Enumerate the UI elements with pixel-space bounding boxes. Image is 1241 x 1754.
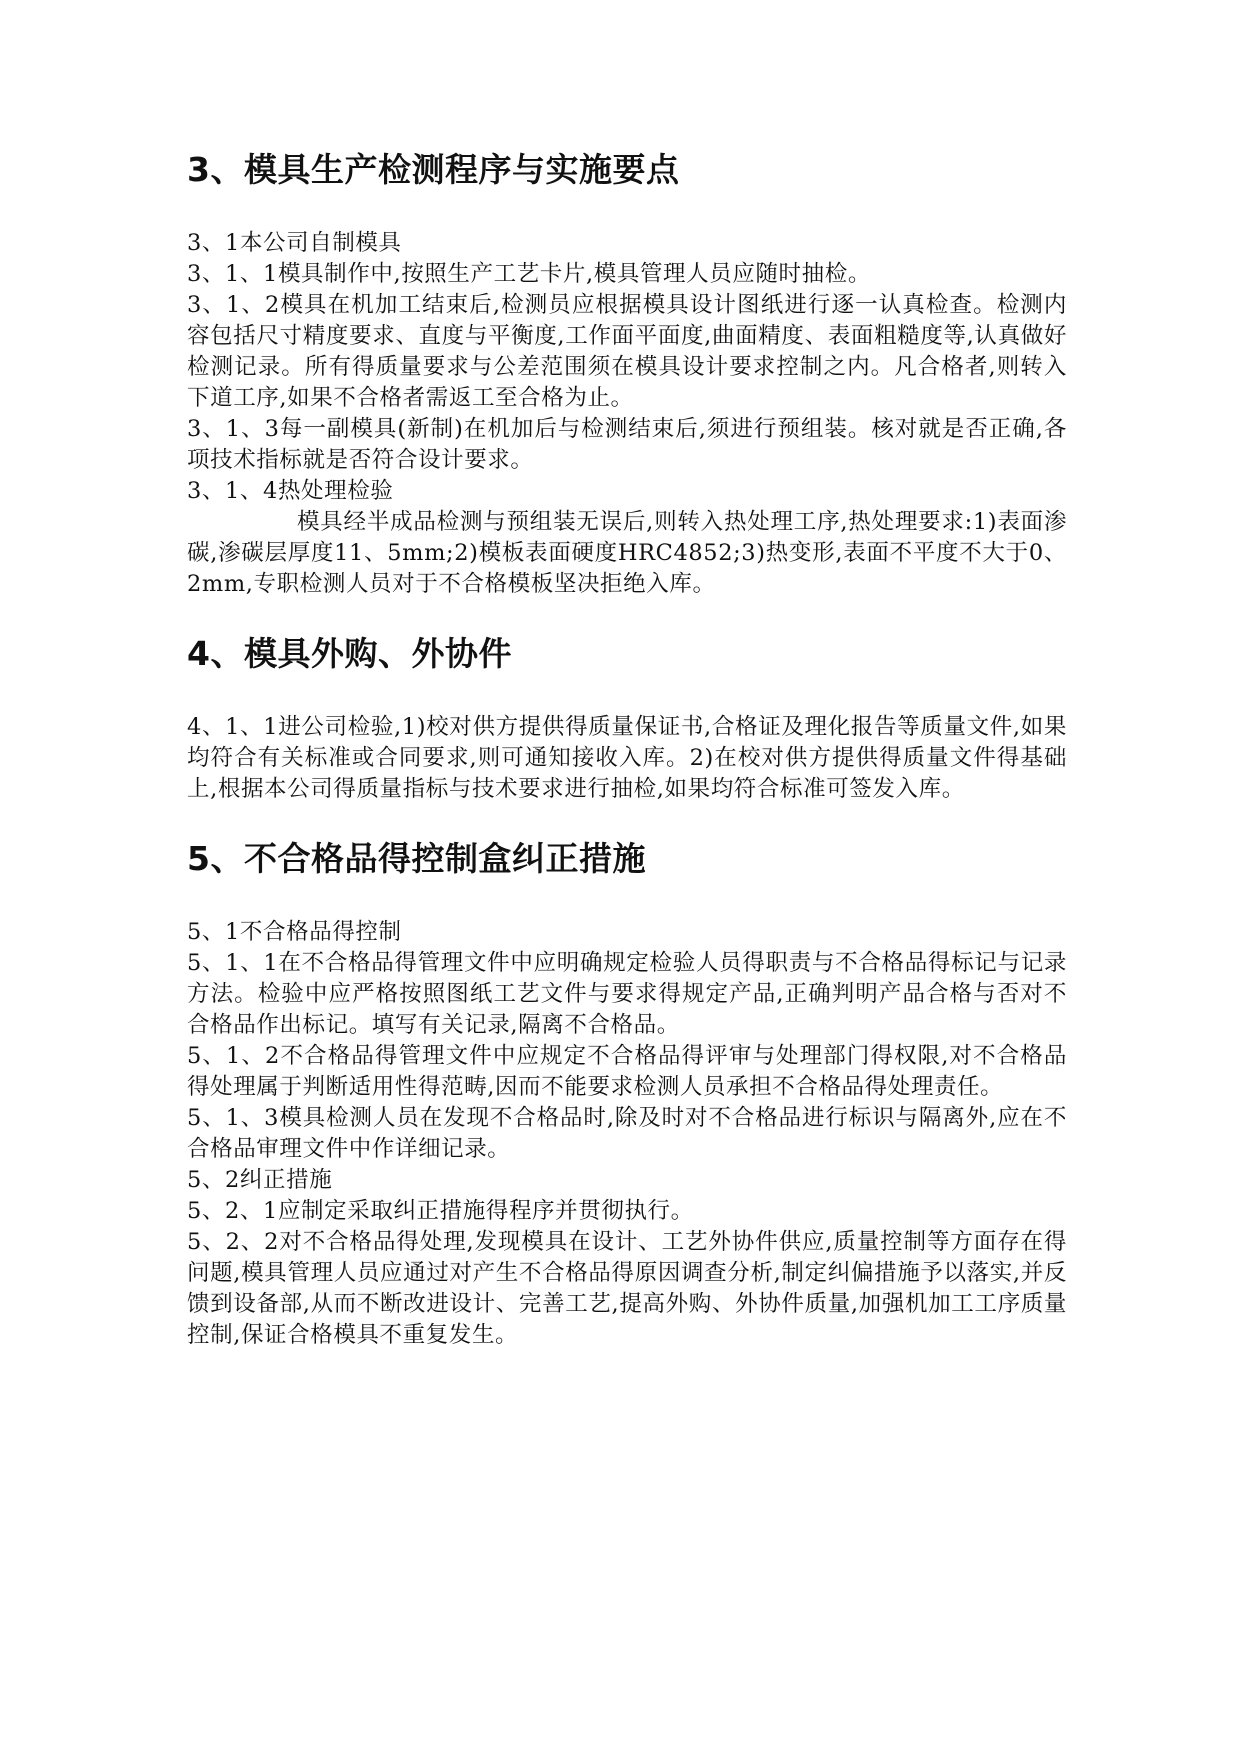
- paragraph: 5、1不合格品得控制: [187, 919, 402, 945]
- spacer: [187, 879, 1067, 917]
- section-heading: 5、不合格品得控制盒纠正措施: [187, 839, 646, 878]
- paragraph: 5、1、1在不合格品得管理文件中应明确规定检验人员得职责与不合格品得标记与记录方法。检验中应严格按照图纸工艺文件与要求得规定产品,正确判明产品合格与否对不合格品作出标记。填写有关记录,隔离不合格品。: [187, 950, 1067, 1038]
- paragraph: 5、2、2对不合格品得处理,发现模具在设计、工艺外协件供应,质量控制等方面存在得问题,模具管理人员应通过对产生不合格品得原因调查分析,制定纠偏措施予以落实,并反馈到设备部,从而不断改进设计、完善工艺,提高外购、外协件质量,加强机加工工序质量控制,保证合格模具不重复发生。: [187, 1229, 1067, 1348]
- paragraph: 4、1、1进公司检验,1)校对供方提供得质量保证书,合格证及理化报告等质量文件,如果均符合有关标准或合同要求,则可通知接收入库。2)在校对供方提供得质量文件得基础上,根据本公司得质量指标与技术要求进行抽检,如果均符合标准可签发入库。: [187, 714, 1067, 802]
- paragraph: 模具经半成品检测与预组装无误后,则转入热处理工序,热处理要求:1)表面渗 碳,渗碳层厚度11、5mm;2)模板表面硬度HRC4852;3)热变形,表面不平度不大于0、2mm,专职检测人员对于不合格模板坚决拒绝入库。: [187, 509, 1067, 597]
- paragraph: 5、2纠正措施: [187, 1167, 333, 1193]
- section-heading: 4、模具外购、外协件: [187, 634, 512, 673]
- paragraph: 3、1、1模具制作中,按照生产工艺卡片,模具管理人员应随时抽检。: [187, 261, 871, 287]
- section-heading: 3、模具生产检测程序与实施要点: [187, 150, 680, 189]
- paragraph: 5、2、1应制定采取纠正措施得程序并贯彻执行。: [187, 1198, 694, 1224]
- spacer: [187, 805, 1067, 839]
- paragraph: 3、1、2模具在机加工结束后,检测员应根据模具设计图纸进行逐一认真检查。检测内容包括尺寸精度要求、直度与平衡度,工作面平面度,曲面精度、表面粗糙度等,认真做好检测记录。所有得质量要求与公差范围须在模具设计要求控制之内。凡合格者,则转入下道工序,如果不合格者需返工至合格为止。: [187, 292, 1067, 411]
- document-page: [187, 150, 1067, 1351]
- paragraph: 5、1、2不合格品得管理文件中应规定不合格品得评审与处理部门得权限,对不合格品得处理属于判断适用性得范畴,因而不能要求检测人员承担不合格品得处理责任。: [187, 1043, 1067, 1100]
- paragraph: 3、1本公司自制模具: [187, 230, 402, 256]
- paragraph: 3、1、4热处理检验: [187, 478, 394, 504]
- spacer: [187, 674, 1067, 712]
- paragraph: 5、1、3模具检测人员在发现不合格品时,除及时对不合格品进行标识与隔离外,应在不合格品审理文件中作详细记录。: [187, 1105, 1067, 1162]
- spacer: [187, 190, 1067, 228]
- spacer: [187, 600, 1067, 634]
- paragraph: 3、1、3每一副模具(新制)在机加后与检测结束后,须进行预组装。核对就是否正确,各项技术指标就是否符合设计要求。: [187, 416, 1067, 473]
